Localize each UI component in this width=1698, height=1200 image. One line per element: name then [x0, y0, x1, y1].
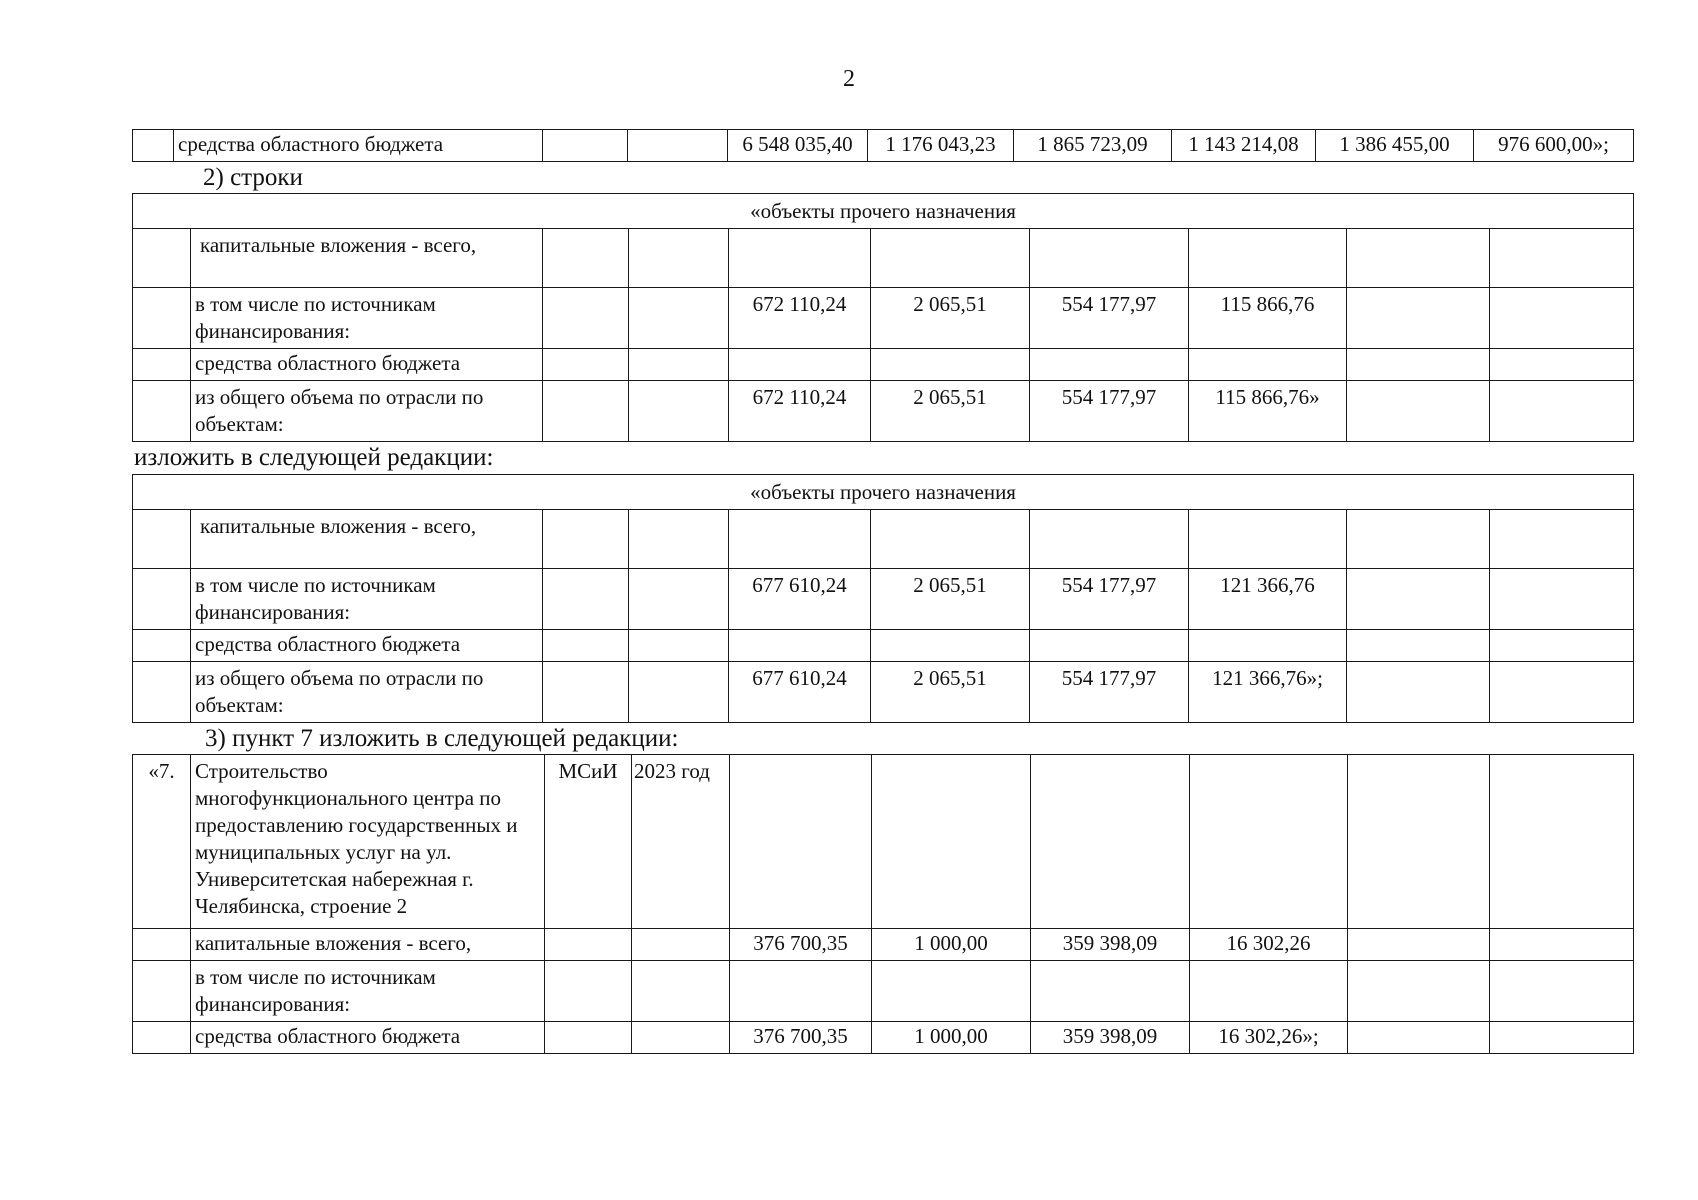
cell-empty	[632, 929, 730, 961]
cell-empty	[1347, 381, 1490, 442]
table-row	[133, 569, 1634, 630]
cell-empty	[1490, 569, 1634, 630]
row-label: средства областного бюджета	[174, 130, 543, 162]
value-cell	[729, 349, 871, 381]
value-cell: 1 143 214,08	[1172, 130, 1316, 162]
cell-empty	[1348, 755, 1490, 929]
value-cell: 359 398,09	[1031, 1022, 1190, 1054]
table-row	[133, 662, 1634, 723]
row-label: средства областного бюджета	[191, 1022, 545, 1054]
item-number: «7.	[133, 755, 191, 929]
caption-new-edition: изложить в следующей редакции:	[134, 444, 494, 471]
value-cell: 2 065,51	[871, 288, 1030, 349]
cell-empty	[872, 755, 1031, 929]
cell-empty	[1347, 569, 1490, 630]
value-cell: 121 366,76»;	[1189, 662, 1347, 723]
value-cell: 672 110,24	[729, 288, 871, 349]
cell-empty	[133, 662, 191, 723]
row-label: средства областного бюджета	[191, 630, 543, 662]
cell-empty	[1348, 929, 1490, 961]
table-row	[133, 349, 1634, 381]
table-item-7	[132, 754, 1634, 1054]
customer-cell: МСиИ	[545, 755, 632, 929]
value-cell: 1 176 043,23	[868, 130, 1014, 162]
value-cell	[1031, 961, 1190, 1022]
value-cell: 677 610,24	[729, 662, 871, 723]
cell-empty	[133, 349, 191, 381]
cell-empty	[1347, 229, 1490, 288]
value-cell	[1189, 229, 1347, 288]
value-cell	[729, 630, 871, 662]
value-cell	[871, 630, 1030, 662]
value-cell: 1 865 723,09	[1014, 130, 1172, 162]
cell-empty	[1490, 961, 1634, 1022]
value-cell: 115 866,76	[1189, 288, 1347, 349]
row-label: средства областного бюджета	[191, 349, 543, 381]
cell-empty	[629, 630, 729, 662]
value-cell	[729, 229, 871, 288]
cell-empty	[1348, 961, 1490, 1022]
cell-empty	[543, 510, 629, 569]
cell-empty	[1490, 288, 1634, 349]
cell-empty	[1031, 755, 1190, 929]
cell-empty	[543, 130, 628, 162]
value-cell	[1189, 349, 1347, 381]
table-header-row	[133, 475, 1634, 510]
value-cell: 554 177,97	[1030, 381, 1189, 442]
cell-empty	[1490, 662, 1634, 723]
value-cell: 16 302,26»;	[1190, 1022, 1348, 1054]
table-row	[133, 288, 1634, 349]
cell-empty	[632, 961, 730, 1022]
caption-rows: 2) строки	[203, 164, 303, 191]
row-label: капитальные вложения - всего,	[191, 929, 545, 961]
table-row	[133, 630, 1634, 662]
cell-empty	[133, 510, 191, 569]
value-cell: 6 548 035,40	[728, 130, 868, 162]
value-cell	[1030, 630, 1189, 662]
table-row	[133, 1022, 1634, 1054]
cell-empty	[1347, 662, 1490, 723]
value-cell: 1 000,00	[872, 929, 1031, 961]
cell-empty	[1347, 288, 1490, 349]
value-cell: 2 065,51	[871, 662, 1030, 723]
table-row	[133, 961, 1634, 1022]
cell-empty	[1490, 755, 1634, 929]
value-cell: 359 398,09	[1031, 929, 1190, 961]
table-header-row	[133, 194, 1634, 229]
row-label: в том числе по источникам финансирования:	[191, 961, 545, 1022]
table-row	[133, 381, 1634, 442]
table-row	[133, 229, 1634, 288]
value-cell: 16 302,26	[1190, 929, 1348, 961]
cell-empty	[133, 130, 174, 162]
cell-empty	[1347, 630, 1490, 662]
row-label: в том числе по источникам финансирования:	[191, 569, 543, 630]
cell-empty	[545, 1022, 632, 1054]
cell-empty	[133, 381, 191, 442]
year-cell: 2023 год	[632, 755, 730, 929]
table-budget-row	[132, 129, 1634, 162]
value-cell: 2 065,51	[871, 569, 1030, 630]
cell-empty	[545, 929, 632, 961]
cell-empty	[1490, 349, 1634, 381]
cell-empty	[1490, 381, 1634, 442]
cell-empty	[133, 1022, 191, 1054]
cell-empty	[628, 130, 728, 162]
row-label: из общего объема по отрасли по объектам:	[191, 381, 543, 442]
value-cell	[871, 510, 1030, 569]
value-cell	[1030, 510, 1189, 569]
cell-empty	[543, 288, 629, 349]
cell-empty	[133, 929, 191, 961]
value-cell	[729, 510, 871, 569]
cell-empty	[133, 229, 191, 288]
row-label: капитальные вложения - всего,	[191, 510, 543, 569]
value-cell	[1190, 961, 1348, 1022]
cell-empty	[543, 569, 629, 630]
value-cell	[1030, 349, 1189, 381]
value-cell: 2 065,51	[871, 381, 1030, 442]
table-row	[133, 130, 1634, 162]
value-cell: 976 600,00»;	[1474, 130, 1634, 162]
cell-empty	[1490, 929, 1634, 961]
cell-empty	[632, 1022, 730, 1054]
cell-empty	[629, 288, 729, 349]
cell-empty	[730, 755, 872, 929]
value-cell	[1189, 510, 1347, 569]
table-new-version	[132, 474, 1634, 723]
table-row	[133, 755, 1634, 929]
cell-empty	[1490, 1022, 1634, 1054]
cell-empty	[629, 229, 729, 288]
cell-empty	[543, 349, 629, 381]
row-label: в том числе по источникам финансирования:	[191, 288, 543, 349]
value-cell: 376 700,35	[730, 1022, 872, 1054]
cell-empty	[1347, 349, 1490, 381]
value-cell	[730, 961, 872, 1022]
cell-empty	[545, 961, 632, 1022]
cell-empty	[1490, 510, 1634, 569]
value-cell: 554 177,97	[1030, 569, 1189, 630]
cell-empty	[133, 961, 191, 1022]
value-cell	[1030, 229, 1189, 288]
cell-empty	[133, 569, 191, 630]
cell-empty	[1347, 510, 1490, 569]
value-cell: 672 110,24	[729, 381, 871, 442]
table-row	[133, 929, 1634, 961]
section-header: «объекты прочего назначения	[133, 475, 1634, 510]
cell-empty	[133, 630, 191, 662]
value-cell: 376 700,35	[730, 929, 872, 961]
value-cell: 554 177,97	[1030, 288, 1189, 349]
cell-empty	[543, 630, 629, 662]
value-cell: 677 610,24	[729, 569, 871, 630]
cell-empty	[629, 662, 729, 723]
table-row	[133, 510, 1634, 569]
cell-empty	[1490, 229, 1634, 288]
value-cell: 554 177,97	[1030, 662, 1189, 723]
value-cell: 1 000,00	[872, 1022, 1031, 1054]
row-label: из общего объема по отрасли по объектам:	[191, 662, 543, 723]
value-cell: 1 386 455,00	[1316, 130, 1474, 162]
page-number: 2	[843, 66, 855, 92]
cell-empty	[543, 229, 629, 288]
value-cell	[871, 229, 1030, 288]
cell-empty	[133, 288, 191, 349]
cell-empty	[1190, 755, 1348, 929]
value-cell	[871, 349, 1030, 381]
value-cell: 121 366,76	[1189, 569, 1347, 630]
value-cell: 115 866,76»	[1189, 381, 1347, 442]
cell-empty	[1490, 630, 1634, 662]
cell-empty	[629, 349, 729, 381]
value-cell	[872, 961, 1031, 1022]
cell-empty	[543, 381, 629, 442]
cell-empty	[629, 510, 729, 569]
cell-empty	[543, 662, 629, 723]
value-cell	[1189, 630, 1347, 662]
row-label: капитальные вложения - всего,	[191, 229, 543, 288]
cell-empty	[629, 569, 729, 630]
section-header: «объекты прочего назначения	[133, 194, 1634, 229]
cell-empty	[1348, 1022, 1490, 1054]
cell-empty	[629, 381, 729, 442]
table-old-version	[132, 193, 1634, 442]
object-name: Строительство многофункционального центра по предоставлению государственных и муниципальных услуг на ул. Университетская набережная г. Челябинска, строение 2	[191, 755, 545, 929]
caption-item-7: 3) пункт 7 изложить в следующей редакции:	[205, 725, 679, 752]
